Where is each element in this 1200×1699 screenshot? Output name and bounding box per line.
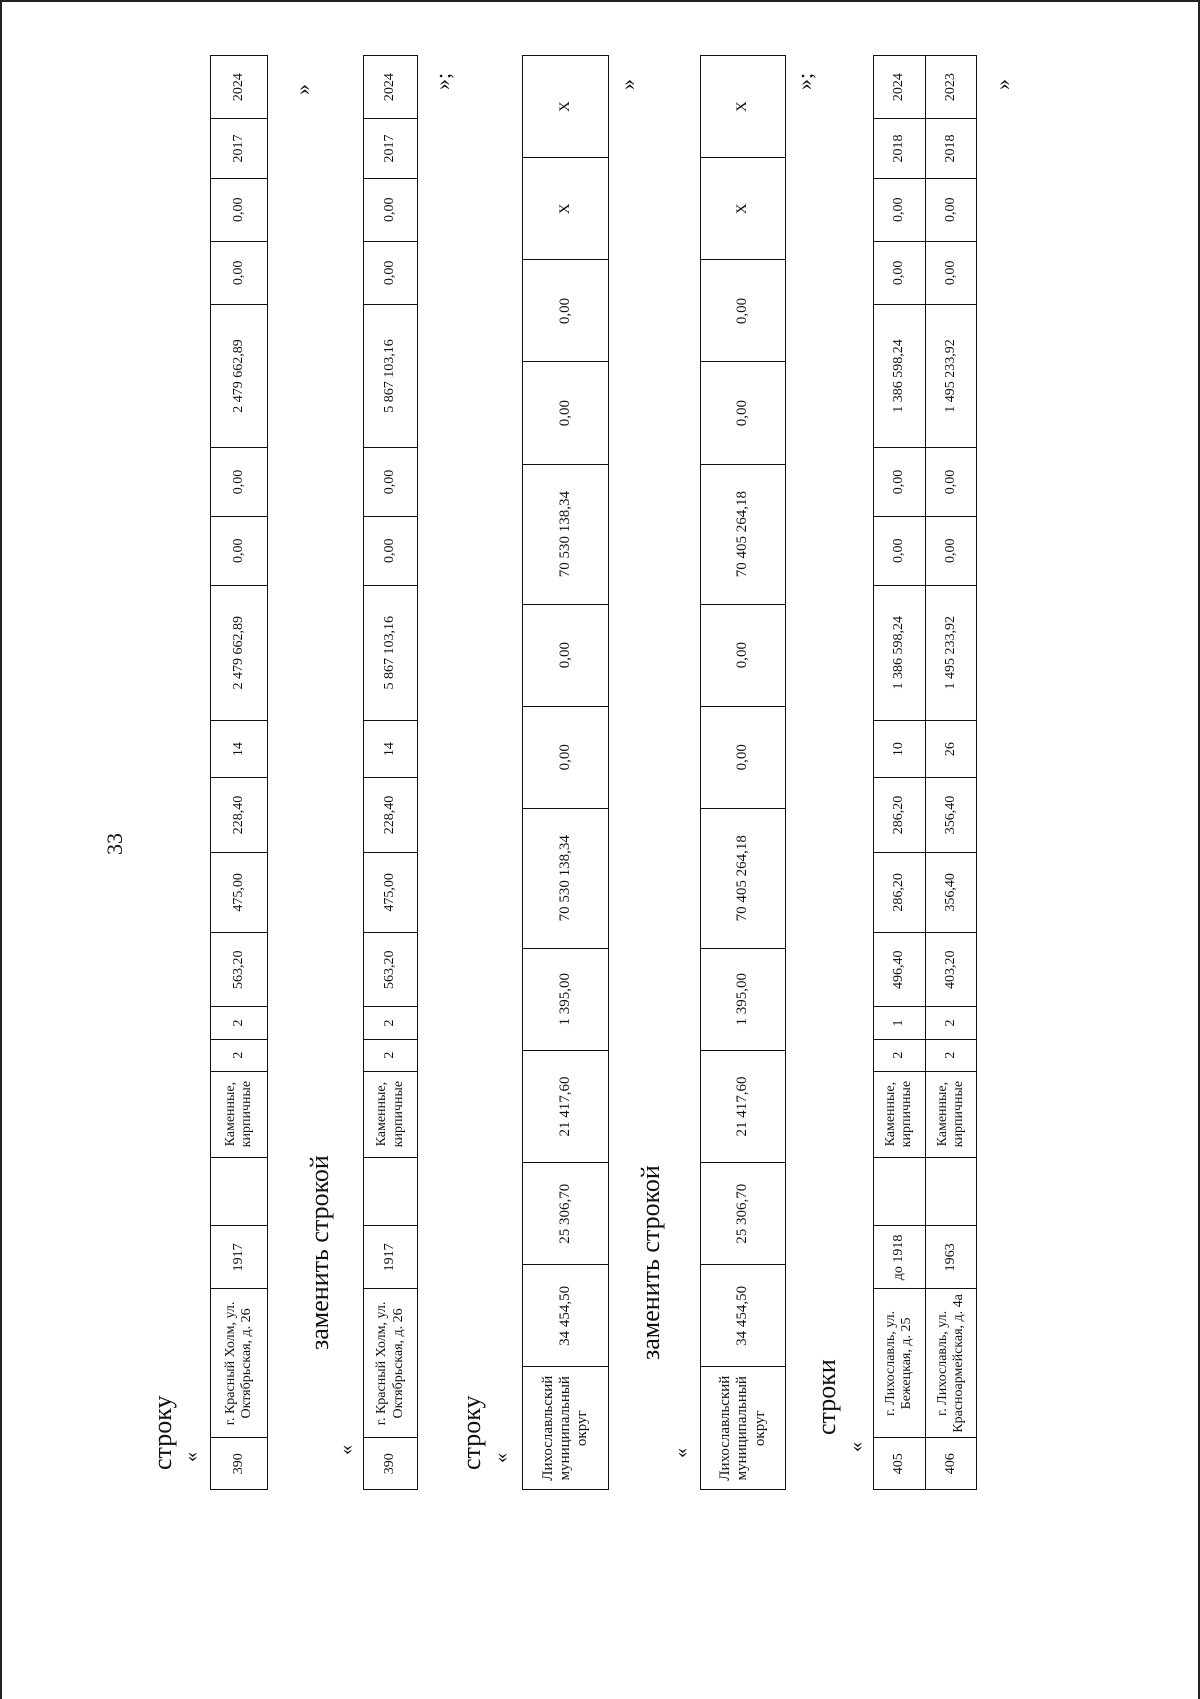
table-cell: 0,00 — [211, 241, 268, 304]
table-cell: 1 395,00 — [523, 948, 609, 1050]
table-cell: 0,00 — [523, 706, 609, 808]
close-quote-2: »; — [430, 72, 455, 90]
table-cell: Лихославльский муниципальный округ — [523, 1367, 609, 1490]
table-cell — [364, 1157, 418, 1226]
table-cell — [925, 1157, 977, 1226]
caption-zamenit-1: заменить строкой — [305, 1155, 334, 1350]
table-cell: 356,40 — [925, 852, 977, 932]
table-cell — [874, 1157, 926, 1226]
table-cell: 1963 — [925, 1226, 977, 1289]
table-cell: 1 395,00 — [701, 948, 786, 1050]
table-cell: 25 306,70 — [701, 1163, 786, 1265]
table-cell: 475,00 — [364, 852, 418, 932]
table-cell: 5 867 103,16 — [364, 585, 418, 720]
table-cell: 1 386 598,24 — [874, 585, 926, 720]
table-cell: 0,00 — [874, 516, 926, 585]
table-cell: 70 405 264,18 — [701, 464, 786, 604]
close-quote-4: »; — [792, 72, 817, 90]
table-cell: 2 — [925, 1007, 977, 1039]
table-2 — [363, 55, 418, 1490]
table-cell: 2018 — [874, 119, 926, 179]
table-cell: 0,00 — [874, 448, 926, 517]
table-cell: 2023 — [925, 56, 977, 119]
table-cell: 34 454,50 — [523, 1265, 609, 1367]
rotated-page — [0, 72, 1100, 1680]
table-cell: 70 530 138,34 — [523, 808, 609, 948]
table-cell: 1 386 598,24 — [874, 304, 926, 447]
close-quote-1: » — [290, 84, 315, 95]
open-quote-2: « — [335, 1445, 357, 1455]
table-cell: 2 — [364, 1039, 418, 1071]
table-cell: 0,00 — [211, 448, 268, 517]
table-4 — [700, 55, 786, 1490]
close-quote-5: » — [990, 79, 1015, 90]
table-cell: Х — [523, 56, 609, 158]
table-cell: 403,20 — [925, 932, 977, 1007]
table-cell: 0,00 — [211, 178, 268, 241]
table-cell: 2 — [925, 1039, 977, 1071]
table-cell: 0,00 — [925, 448, 977, 517]
table-cell: 0,00 — [364, 448, 418, 517]
caption-stroki: строки — [812, 1359, 841, 1435]
table-cell: 390 — [211, 1438, 268, 1490]
table-cell: 1 495 233,92 — [925, 304, 977, 447]
table-cell: 286,20 — [874, 778, 926, 853]
table-cell: 0,00 — [701, 260, 786, 362]
table-3 — [522, 55, 609, 1490]
table-cell: 21 417,60 — [701, 1050, 786, 1162]
table-cell: 2018 — [925, 119, 977, 179]
table-cell: 25 306,70 — [523, 1163, 609, 1265]
table-cell: 1917 — [364, 1226, 418, 1289]
table-cell: 475,00 — [211, 852, 268, 932]
table-cell: 228,40 — [364, 778, 418, 853]
table-cell: 390 — [364, 1438, 418, 1490]
table-cell: 2024 — [874, 56, 926, 119]
table-cell: 0,00 — [364, 516, 418, 585]
table-cell: 405 — [874, 1438, 926, 1490]
open-quote-3: « — [490, 1453, 512, 1463]
open-quote-5: « — [845, 1442, 867, 1452]
caption-stroku-2: строку — [457, 1395, 486, 1470]
table-cell: 563,20 — [211, 932, 268, 1007]
table-5 — [873, 55, 977, 1490]
table-cell: 0,00 — [523, 362, 609, 464]
table-row — [925, 56, 977, 1490]
table-cell: 5 867 103,16 — [364, 304, 418, 447]
table-cell: 0,00 — [874, 178, 926, 241]
table-cell: 2 — [211, 1007, 268, 1039]
page-top-edge — [0, 0, 1200, 2]
open-quote-1: « — [180, 1452, 202, 1462]
table-row — [211, 56, 268, 1490]
caption-stroku-1: строку — [148, 1395, 177, 1470]
page-number: 33 — [102, 833, 127, 855]
table-cell: 2017 — [364, 119, 418, 179]
table-cell: 1 — [874, 1007, 926, 1039]
table-cell: Лихославльский муниципальный округ — [701, 1367, 786, 1490]
table-cell: г. Лихославль, ул. Бежецкая, д. 25 — [874, 1289, 926, 1438]
table-cell: 70 405 264,18 — [701, 808, 786, 948]
close-quote-3: » — [615, 79, 640, 90]
table-cell: Каменные, кирпичные — [874, 1071, 926, 1157]
table-cell: 34 454,50 — [701, 1265, 786, 1367]
table-cell: 563,20 — [364, 932, 418, 1007]
table-cell: 2 — [211, 1039, 268, 1071]
table-cell: 26 — [925, 720, 977, 777]
table-cell: г. Красный Холм, ул. Октябрьская, д. 26 — [364, 1289, 418, 1438]
table-cell: 0,00 — [364, 241, 418, 304]
table-row — [523, 56, 609, 1490]
table-cell: 0,00 — [523, 260, 609, 362]
table-cell: 2 — [874, 1039, 926, 1071]
table-cell: 2017 — [211, 119, 268, 179]
table-cell: Каменные, кирпичные — [211, 1071, 268, 1157]
table-cell: 0,00 — [211, 516, 268, 585]
table-cell: 2 479 662,89 — [211, 585, 268, 720]
table-1 — [210, 55, 268, 1490]
caption-zamenit-2: заменить строкой — [636, 1165, 665, 1360]
table-cell: 228,40 — [211, 778, 268, 853]
table-row — [874, 56, 926, 1490]
table-cell: 0,00 — [701, 362, 786, 464]
table-cell: г. Красный Холм, ул. Октябрьская, д. 26 — [211, 1289, 268, 1438]
table-cell: до 1918 — [874, 1226, 926, 1289]
table-cell — [211, 1157, 268, 1226]
table-cell: 0,00 — [874, 241, 926, 304]
table-cell: 21 417,60 — [523, 1050, 609, 1162]
table-cell: 0,00 — [701, 604, 786, 706]
table-cell: 1917 — [211, 1226, 268, 1289]
table-cell: 0,00 — [364, 178, 418, 241]
table-row — [701, 56, 786, 1490]
table-cell: 2 — [364, 1007, 418, 1039]
table-cell: 0,00 — [925, 516, 977, 585]
table-cell: 406 — [925, 1438, 977, 1490]
table-cell: 2024 — [211, 56, 268, 119]
table-cell: Х — [523, 158, 609, 260]
table-cell: 2024 — [364, 56, 418, 119]
table-cell: г. Лихославль, ул. Красноармейская, д. 4а — [925, 1289, 977, 1438]
table-cell: 496,40 — [874, 932, 926, 1007]
table-cell: 0,00 — [523, 604, 609, 706]
table-cell: 70 530 138,34 — [523, 464, 609, 604]
table-cell: 356,40 — [925, 778, 977, 853]
table-cell: Х — [701, 56, 786, 158]
table-cell: 10 — [874, 720, 926, 777]
table-cell: Каменные, кирпичные — [925, 1071, 977, 1157]
table-cell: 0,00 — [925, 241, 977, 304]
table-cell: 2 479 662,89 — [211, 304, 268, 447]
table-cell: Каменные, кирпичные — [364, 1071, 418, 1157]
table-cell: 0,00 — [925, 178, 977, 241]
table-cell: Х — [701, 158, 786, 260]
table-cell: 14 — [364, 720, 418, 777]
table-cell: 0,00 — [701, 706, 786, 808]
open-quote-4: « — [670, 1448, 692, 1458]
table-cell: 14 — [211, 720, 268, 777]
table-cell: 1 495 233,92 — [925, 585, 977, 720]
table-cell: 286,20 — [874, 852, 926, 932]
table-row — [364, 56, 418, 1490]
